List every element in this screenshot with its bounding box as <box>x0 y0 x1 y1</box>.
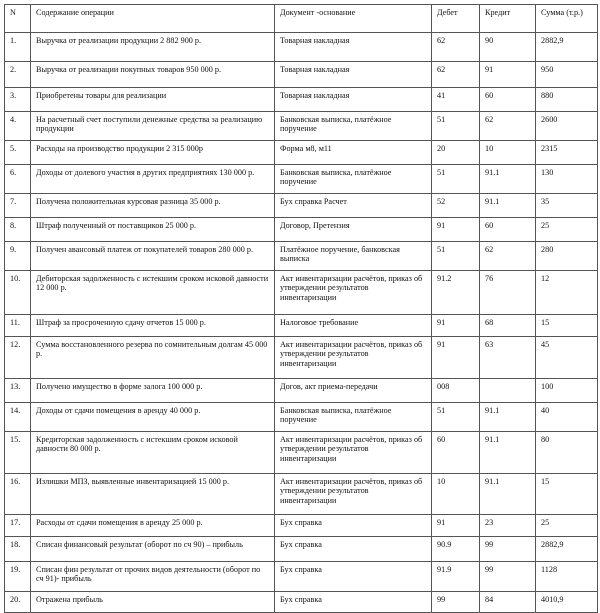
cell-operation: Отражена прибыль <box>31 592 275 613</box>
cell-sum: 40 <box>536 403 598 432</box>
cell-operation: Сумма восстановленного резерва по сомнительным долгам 45 000 р. <box>31 337 275 379</box>
table-row <box>5 592 598 613</box>
cell-document: Налоговое требование <box>275 315 432 337</box>
table-row <box>5 337 598 379</box>
cell-n: 4. <box>5 112 31 141</box>
cell-credit: 62 <box>480 112 536 141</box>
cell-operation: Кредиторская задолженность с истекшим сроком исковой давности 80 000 р. <box>31 432 275 474</box>
cell-operation: Излишки МПЗ, выявленные инвентаризацией 15 000 р. <box>31 474 275 515</box>
cell-operation: На расчетный счет поступили денежные средства за реализацию продукции <box>31 112 275 141</box>
cell-document: Бух справка <box>275 562 432 592</box>
cell-sum: 15 <box>536 474 598 515</box>
cell-credit: 60 <box>480 218 536 242</box>
cell-sum: 2882,9 <box>536 33 598 62</box>
table-row <box>5 403 598 432</box>
cell-document: Форма м8, м11 <box>275 141 432 165</box>
cell-operation: Штраф за просроченную сдачу отчетов 15 000 р. <box>31 315 275 337</box>
cell-operation: Списан фин результат от прочих видов деятельности (оборот по сч 91)- прибыль <box>31 562 275 592</box>
table-row <box>5 271 598 315</box>
cell-n: 18. <box>5 537 31 562</box>
table-row <box>5 62 598 88</box>
cell-sum: 2600 <box>536 112 598 141</box>
cell-debit: 60 <box>432 432 480 474</box>
cell-debit: 62 <box>432 33 480 62</box>
cell-debit: 51 <box>432 165 480 194</box>
cell-sum: 100 <box>536 379 598 403</box>
cell-n: 8. <box>5 218 31 242</box>
cell-operation: Штраф полученный от поставщиков 25 000 р. <box>31 218 275 242</box>
cell-document: Акт инвентаризации расчётов, приказ об утверждении результатов инвентаризации <box>275 337 432 379</box>
cell-debit: 52 <box>432 194 480 218</box>
cell-document: Акт инвентаризации расчётов, приказ об утверждении результатов инвентаризации <box>275 432 432 474</box>
cell-credit: 91.1 <box>480 194 536 218</box>
cell-debit: 41 <box>432 88 480 112</box>
cell-credit: 76 <box>480 271 536 315</box>
cell-sum: 2315 <box>536 141 598 165</box>
cell-debit: 91.2 <box>432 271 480 315</box>
cell-credit: 10 <box>480 141 536 165</box>
cell-n: 1. <box>5 33 31 62</box>
cell-document: Платёжное поручение, банковская выписка <box>275 242 432 271</box>
cell-debit: 51 <box>432 403 480 432</box>
table-row <box>5 218 598 242</box>
cell-credit <box>480 379 536 403</box>
cell-n: 12. <box>5 337 31 379</box>
cell-n: 20. <box>5 592 31 613</box>
cell-n: 3. <box>5 88 31 112</box>
cell-credit: 63 <box>480 337 536 379</box>
table-row <box>5 242 598 271</box>
cell-sum: 2882,9 <box>536 537 598 562</box>
cell-credit: 68 <box>480 315 536 337</box>
cell-n: 10. <box>5 271 31 315</box>
cell-sum: 130 <box>536 165 598 194</box>
header-row <box>5 5 598 33</box>
cell-debit: 20 <box>432 141 480 165</box>
cell-operation: Получено имущество в форме залога 100 000 р. <box>31 379 275 403</box>
header-operation: Содержание операции <box>31 5 275 33</box>
cell-document: Товарная накладная <box>275 88 432 112</box>
cell-sum: 12 <box>536 271 598 315</box>
cell-debit: 90.9 <box>432 537 480 562</box>
header-n: N <box>5 5 31 33</box>
cell-n: 2. <box>5 62 31 88</box>
cell-n: 19. <box>5 562 31 592</box>
cell-credit: 23 <box>480 515 536 537</box>
cell-operation: Приобретены товары для реализации <box>31 88 275 112</box>
cell-n: 9. <box>5 242 31 271</box>
cell-operation: Получена положительная курсовая разница 35 000 р. <box>31 194 275 218</box>
table-row <box>5 379 598 403</box>
cell-n: 17. <box>5 515 31 537</box>
table-row <box>5 537 598 562</box>
cell-n: 11. <box>5 315 31 337</box>
header-document: Документ -основание <box>275 5 432 33</box>
cell-credit: 99 <box>480 562 536 592</box>
cell-sum: 45 <box>536 337 598 379</box>
header-credit: Кредит <box>480 5 536 33</box>
cell-sum: 4010,9 <box>536 592 598 613</box>
table-row <box>5 88 598 112</box>
cell-document: Акт инвентаризации расчётов, приказ об утверждении результатов инвентаризации <box>275 271 432 315</box>
cell-debit: 91 <box>432 515 480 537</box>
cell-document: Банковская выписка, платёжное поручение <box>275 165 432 194</box>
table-row <box>5 33 598 62</box>
cell-credit: 91 <box>480 62 536 88</box>
cell-credit: 91.1 <box>480 474 536 515</box>
cell-sum: 25 <box>536 515 598 537</box>
cell-document: Бух справка <box>275 515 432 537</box>
cell-operation: Выручка от реализации продукции 2 882 900 р. <box>31 33 275 62</box>
table-row <box>5 515 598 537</box>
cell-n: 7. <box>5 194 31 218</box>
cell-sum: 25 <box>536 218 598 242</box>
cell-n: 15. <box>5 432 31 474</box>
cell-credit: 84 <box>480 592 536 613</box>
header-debit: Дебет <box>432 5 480 33</box>
cell-credit: 91.1 <box>480 432 536 474</box>
cell-credit: 62 <box>480 242 536 271</box>
table-row <box>5 194 598 218</box>
cell-n: 5. <box>5 141 31 165</box>
cell-debit: 91 <box>432 218 480 242</box>
cell-credit: 99 <box>480 537 536 562</box>
cell-operation: Доходы от долевого участия в других предприятиях 130 000 р. <box>31 165 275 194</box>
cell-document: Бух справка <box>275 537 432 562</box>
cell-credit: 60 <box>480 88 536 112</box>
table-row <box>5 432 598 474</box>
cell-sum: 1128 <box>536 562 598 592</box>
cell-debit: 10 <box>432 474 480 515</box>
cell-debit: 91 <box>432 315 480 337</box>
cell-document: Договор, Претензия <box>275 218 432 242</box>
cell-document: Товарная накладная <box>275 62 432 88</box>
cell-debit: 51 <box>432 112 480 141</box>
cell-debit: 91.9 <box>432 562 480 592</box>
cell-document: Банковская выписка, платёжное поручение <box>275 403 432 432</box>
cell-operation: Доходы от сдачи помещения в аренду 40 000 р. <box>31 403 275 432</box>
cell-document: Бух справка <box>275 592 432 613</box>
cell-credit: 91.1 <box>480 403 536 432</box>
cell-debit: 62 <box>432 62 480 88</box>
cell-document: Банковская выписка, платёжное поручение <box>275 112 432 141</box>
operations-table <box>4 4 598 613</box>
cell-operation: Получен авансовый платеж от покупателей товаров 280 000 р. <box>31 242 275 271</box>
cell-sum: 80 <box>536 432 598 474</box>
cell-n: 14. <box>5 403 31 432</box>
cell-document: Догов, акт приема-передачи <box>275 379 432 403</box>
cell-document: Акт инвентаризации расчётов, приказ об утверждении результатов инвентаризации <box>275 474 432 515</box>
cell-operation: Расходы от сдачи помещения в аренду 25 000 р. <box>31 515 275 537</box>
cell-sum: 15 <box>536 315 598 337</box>
cell-n: 13. <box>5 379 31 403</box>
cell-sum: 880 <box>536 88 598 112</box>
cell-debit: 008 <box>432 379 480 403</box>
table-row <box>5 141 598 165</box>
cell-document: Бух справка Расчет <box>275 194 432 218</box>
cell-operation: Списан финансовый результат (оборот по сч 90) – прибыль <box>31 537 275 562</box>
cell-operation: Расходы на производство продукции 2 315 000р <box>31 141 275 165</box>
cell-credit: 90 <box>480 33 536 62</box>
cell-operation: Дебиторская задолженность с истекшим сроком исковой давности 12 000 р. <box>31 271 275 315</box>
cell-sum: 35 <box>536 194 598 218</box>
cell-operation: Выручка от реализации покупных товаров 950 000 р. <box>31 62 275 88</box>
cell-debit: 99 <box>432 592 480 613</box>
table-row <box>5 112 598 141</box>
table-row <box>5 562 598 592</box>
table-row <box>5 474 598 515</box>
cell-document: Товарная накладная <box>275 33 432 62</box>
table-row <box>5 315 598 337</box>
cell-sum: 950 <box>536 62 598 88</box>
table-row <box>5 165 598 194</box>
header-sum: Сумма (т.р.) <box>536 5 598 33</box>
cell-debit: 51 <box>432 242 480 271</box>
cell-sum: 280 <box>536 242 598 271</box>
cell-n: 6. <box>5 165 31 194</box>
cell-credit: 91.1 <box>480 165 536 194</box>
cell-n: 16. <box>5 474 31 515</box>
cell-debit: 91 <box>432 337 480 379</box>
